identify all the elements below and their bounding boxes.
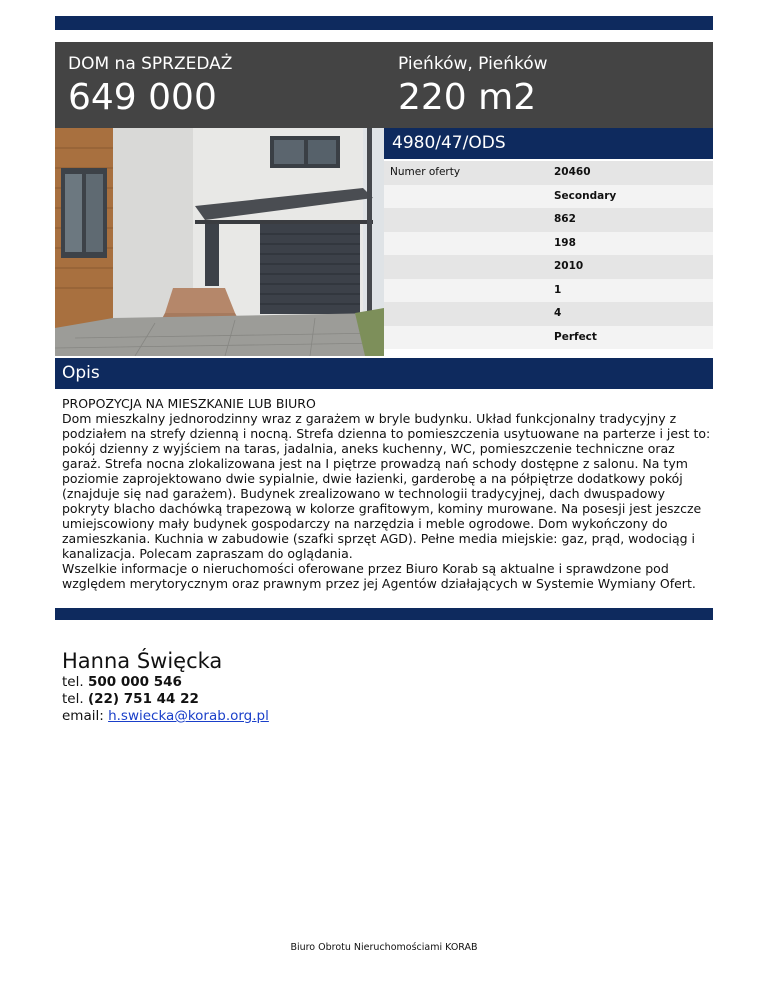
phone-line [62, 691, 269, 708]
table-row [384, 279, 713, 303]
agent-contact [62, 648, 269, 725]
property-details-table [384, 161, 713, 349]
property-label [384, 302, 548, 326]
email-label: email: [62, 708, 104, 724]
property-label [384, 279, 548, 303]
price: 649 000 [68, 77, 217, 118]
top-accent-bar [55, 16, 713, 30]
property-value: 198 [554, 236, 576, 249]
bottom-accent-bar [55, 608, 713, 620]
property-value: 1 [554, 283, 562, 296]
area: 220 m2 [398, 77, 537, 118]
property-value: 4 [554, 307, 562, 319]
description-body: Dom mieszkalny jednorodzinny wraz z garażem w bryle budynku. Układ funkcjonalny tradycyjny z podziałem na strefy dzienną i nocną. Strefa dzienna to pomieszczenia usytuowane na parterze i jest to: pokój dzienny z wyjściem na taras, jadalnia, aneks kuchenny, WC, pomieszczenie techniczne oraz garaż. Strefa nocna zlokalizowana jest na I piętrze prowadzą nań schody dostępne z salonu. Na tym poziomie zaprojektowano dwie sypialnie, dwie łazienki, garderobę a na półpiętrze dodatkowy pokój (znajduje się nad garażem). Budynek zrealizowano w technologii tradycyjnej, dach dwuspadowy pokryty blacho dachówką trapezową w kolorze grafitowym, kominy murowane. Na posesji jest jeszcze umiejscowiony mały budynek gospodarczy na narzędzia i meble ogrodowe. Dom wykończony do zamieszkania. Kuchnia w zabudowie (szafki sprzęt AGD). Pełne media miejskie: gaz, prąd, wodociąg i kanalizacja. Polecam zapraszam do oglądania. [62, 411, 711, 561]
tel-label: tel. [62, 691, 84, 707]
property-value: Secondary [554, 189, 617, 202]
property-value: 862 [554, 213, 576, 225]
property-value: 20460 [554, 166, 591, 178]
description-disclaimer: Wszelkie informacje o nieruchomości oferowane przez Biuro Korab są aktualne i sprawdzone pod względem merytorycznym oraz prawnym przez jej Agentów działających w Systemie Wymiany Ofert. [62, 561, 696, 591]
property-label [384, 208, 548, 232]
price-block [68, 54, 232, 120]
table-row [384, 255, 713, 279]
table-row [384, 208, 713, 232]
property-value: 2010 [554, 260, 584, 272]
mobile-number[interactable]: 500 000 546 [87, 674, 182, 690]
table-row [384, 326, 713, 350]
tel-label: tel. [62, 674, 84, 690]
property-value: Perfect [554, 330, 597, 343]
table-row [384, 302, 713, 326]
offer-code-bar: 4980/47/ODS [384, 128, 713, 159]
location-block [398, 54, 548, 120]
property-label [384, 232, 548, 256]
agent-name: Hanna Święcka [62, 649, 223, 673]
listing-type: DOM na SPRZEDAŻ [68, 54, 233, 74]
table-row [384, 161, 713, 185]
description-heading: Opis [55, 358, 713, 389]
email-link[interactable]: h.swiecka@korab.org.pl [108, 708, 269, 724]
location: Pieńków, Pieńków [398, 54, 548, 74]
property-label [384, 255, 548, 279]
description-title: PROPOZYCJA NA MIESZKANIE LUB BIURO [62, 396, 316, 411]
mobile-line [62, 674, 269, 691]
phone-number[interactable]: (22) 751 44 22 [87, 691, 199, 707]
property-label [384, 326, 548, 350]
table-row [384, 185, 713, 209]
listing-header [55, 42, 713, 128]
property-photo [55, 128, 384, 356]
footer-company: Biuro Obrotu Nieruchomościami KORAB [290, 942, 478, 953]
table-row [384, 232, 713, 256]
email-line [62, 708, 269, 725]
property-label [384, 185, 548, 209]
property-label: Numer oferty [390, 166, 461, 178]
description-text [62, 396, 712, 591]
